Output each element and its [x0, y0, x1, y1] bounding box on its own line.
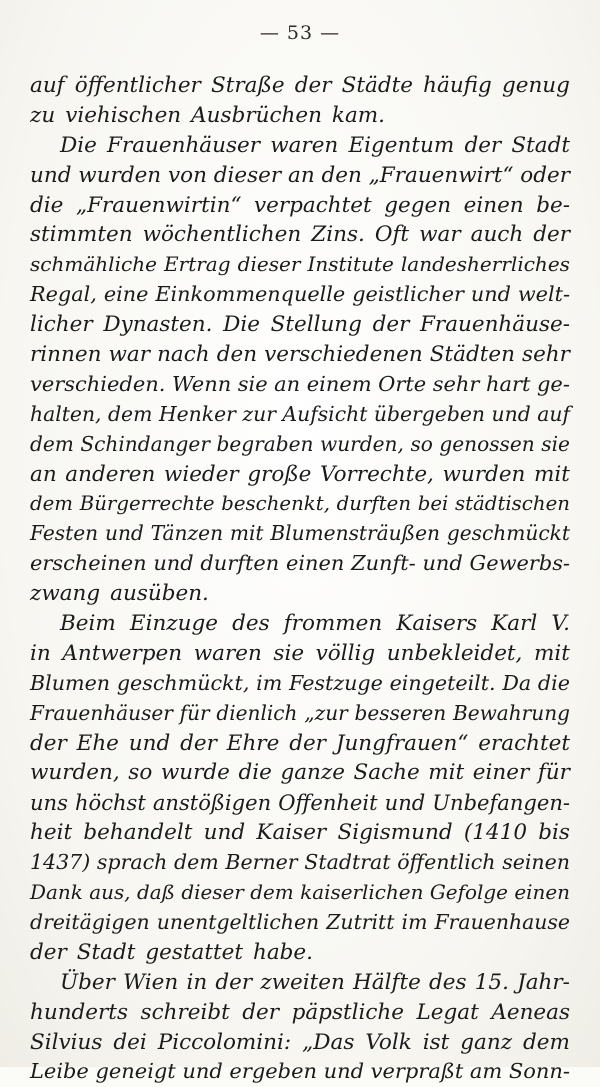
text-line: Blumen geschmückt, im Festzuge eingeteilt. Da die — [30, 670, 570, 695]
text-line: hunderts schreibt der päpstliche Legat Aeneas — [30, 999, 570, 1025]
text-line: Über Wien in der zweiten Hälfte des 15. Jahr- — [60, 969, 570, 995]
text-line: Silvius dei Piccolomini: „Das Volk ist ganz dem — [30, 1029, 570, 1055]
page-number: — 53 — — [259, 22, 341, 44]
text-line: licher Dynasten. Die Stellung der Frauenhäuse- — [30, 312, 570, 338]
text-line: Leibe geneigt und ergeben und verpraßt am Sonn- — [30, 1059, 570, 1084]
text-line: auf öffentlicher Straße der Städte häufig genug — [30, 73, 570, 98]
text-line: uns höchst anstößigen Offenheit und Unbefangen- — [30, 790, 570, 816]
text-line: 1437) sprach dem Berner Stadtrat öffentlich seinen — [30, 850, 570, 875]
text-line: Festen und Tänzen mit Blumensträußen geschmückt — [30, 521, 570, 546]
body-text — [30, 71, 570, 1087]
text-line: rinnen war nach den verschiedenen Städten sehr — [30, 342, 570, 368]
text-line: wurden, so wurde die ganze Sache mit einer für — [30, 760, 570, 786]
text-line: Die Frauenhäuser waren Eigentum der Stadt — [60, 132, 570, 158]
text-line: erscheinen und durften einen Zunft- und Gewerbs- — [30, 551, 570, 576]
text-line: Regal, eine Einkommenquelle geistlicher und welt- — [30, 282, 570, 307]
text-line: halten, dem Henker zur Aufsicht übergeben und auf — [30, 401, 570, 426]
text-line: zu viehischen Ausbrüchen kam. — [30, 102, 385, 128]
text-line: in Antwerpen waren sie völlig unbekleidet, mit — [30, 640, 570, 666]
text-line: verschieden. Wenn sie an einem Orte sehr hart ge- — [30, 371, 570, 396]
text-line: und wurden von dieser an den „Frauenwirt“ oder — [30, 162, 570, 188]
text-line: Beim Einzuge des frommen Kaisers Karl V. — [60, 611, 570, 637]
text-line: Frauenhäuser für dienlich „zur besseren Bewahrung — [30, 700, 570, 725]
text-line: Dank aus, daß dieser dem kaiserlichen Gefolge einen — [30, 880, 570, 905]
text-line: stimmten wöchentlichen Zins. Oft war auch der — [30, 222, 570, 248]
text-line: dreitägigen unentgeltlichen Zutritt im Frauenhause — [30, 909, 570, 934]
text-line: der Ehe und der Ehre der Jungfrauen“ erachtet — [30, 730, 570, 756]
text-line: dem Schindanger begraben wurden, so genossen sie — [30, 431, 570, 456]
text-line: heit behandelt und Kaiser Sigismund (1410 bis — [30, 820, 570, 846]
text-line: dem Bürgerrechte beschenkt, durften bei städtischen — [30, 492, 570, 516]
text-line: schmähliche Ertrag dieser Institute landesherrliches — [30, 252, 570, 277]
text-line: an anderen wieder große Vorrechte, wurden mit — [30, 461, 570, 487]
text-line: die „Frauenwirtin“ verpachtet gegen einen be- — [30, 192, 570, 218]
text-line: der Stadt gestattet habe. — [30, 939, 313, 965]
text-line: zwang ausüben. — [30, 581, 209, 607]
